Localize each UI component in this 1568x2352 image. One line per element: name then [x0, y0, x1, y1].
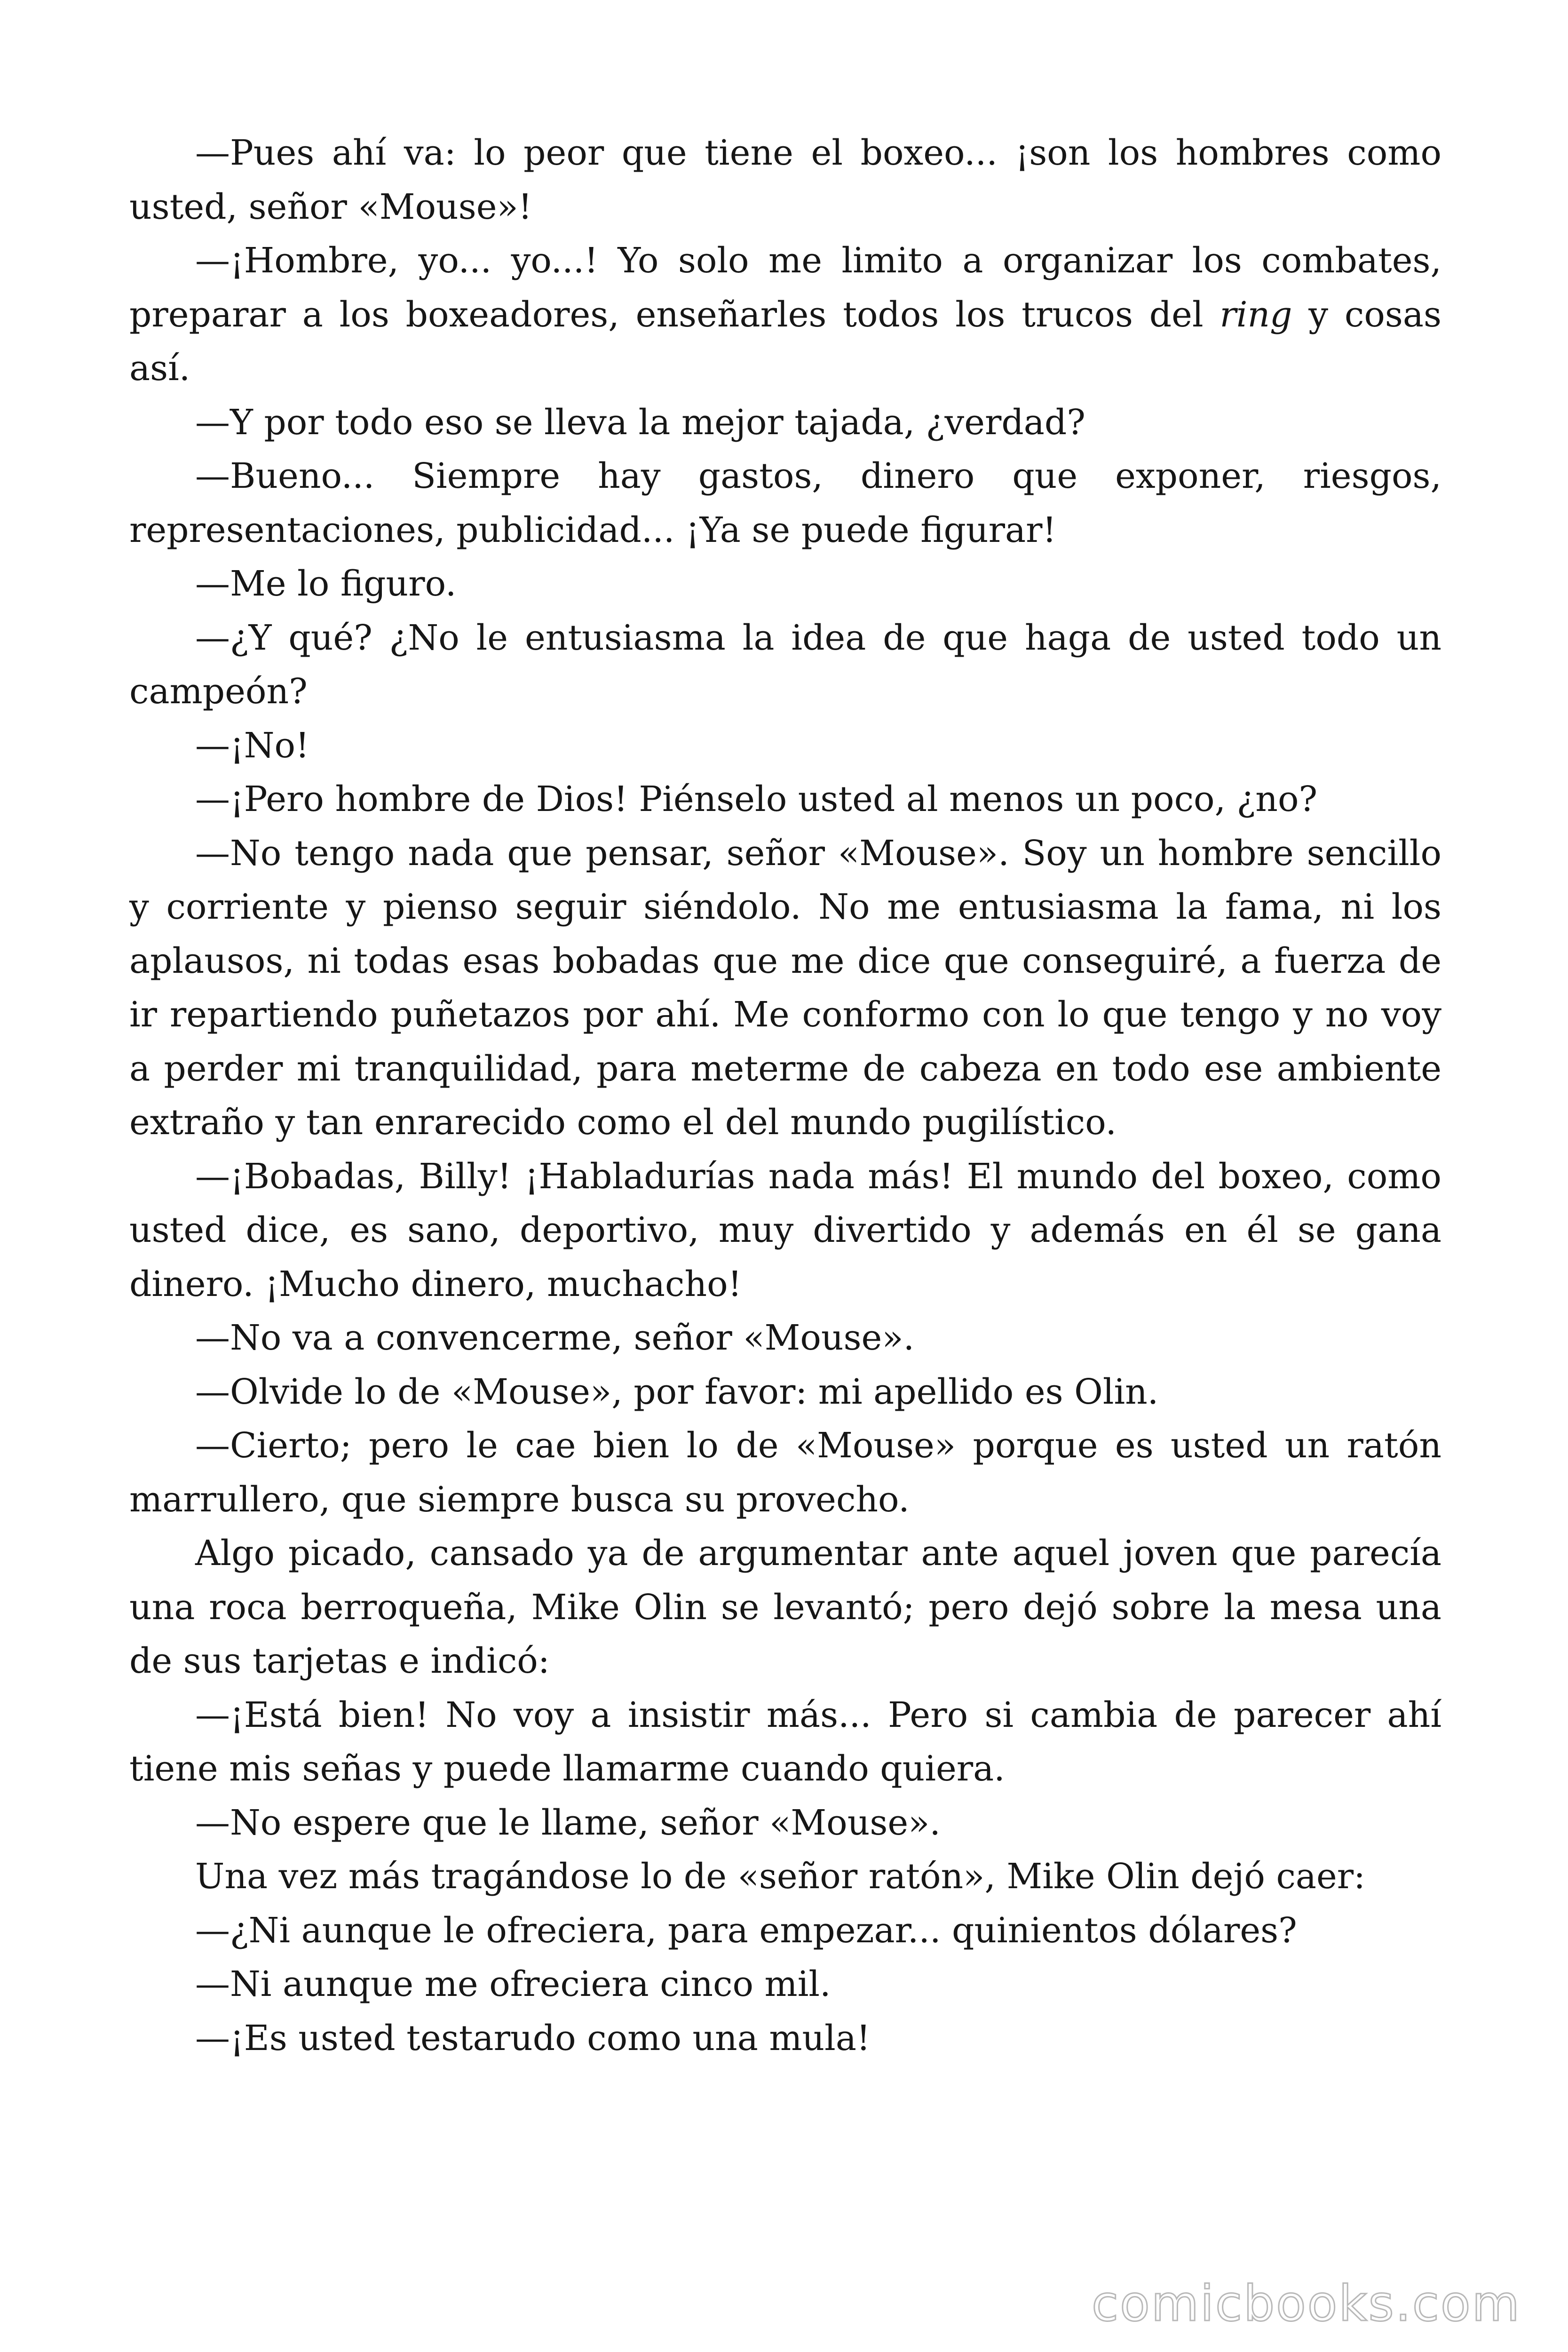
page-text	[129, 126, 1441, 2065]
paragraph-16: —No espere que le llame, señor «Mouse».	[195, 1802, 941, 1843]
paragraph-1: —Pues ahí va: lo peor que tiene el boxeo... ¡son los hombres como usted, señor «Mouse»!	[129, 133, 1441, 227]
paragraph-14: Algo picado, cansado ya de argumentar ante aquel joven que parecía una roca berroqueña, Mike Olin se levantó; pero dejó sobre la mesa una de sus tarjetas e indicó:	[129, 1533, 1441, 1681]
paragraph-5: —Me lo figuro.	[195, 564, 457, 604]
paragraph-8: —¡Pero hombre de Dios! Piénselo usted al menos un poco, ¿no?	[195, 779, 1318, 819]
paragraph-19: —Ni aunque me ofreciera cinco mil.	[195, 1964, 831, 2004]
paragraph-12: —Olvide lo de «Mouse», por favor: mi apellido es Olin.	[195, 1371, 1159, 1412]
paragraph-6: —¿Y qué? ¿No le entusiasma la idea de que haga de usted todo un campeón?	[129, 617, 1441, 712]
paragraph-15: —¡Está bien! No voy a insistir más... Pero si cambia de parecer ahí tiene mis señas y puede llamarme cuando quiera.	[129, 1694, 1441, 1789]
paragraph-17: Una vez más tragándose lo de «señor ratón», Mike Olin dejó caer:	[195, 1856, 1366, 1897]
paragraph-7: —¡No!	[195, 725, 309, 766]
paragraph-10: —¡Bobadas, Billy! ¡Habladurías nada más! El mundo del boxeo, como usted dice, es sano, deportivo, muy divertido y además en él se gana dinero. ¡Mucho dinero, muchacho!	[129, 1156, 1441, 1304]
paragraph-3: —Y por todo eso se lleva la mejor tajada, ¿verdad?	[195, 402, 1085, 443]
paragraph-20: —¡Es usted testarudo como una mula!	[195, 2018, 871, 2058]
watermark-logo: comicbooks.com	[1091, 2275, 1521, 2332]
paragraph-2-text: —¡Hombre, yo... yo...! Yo solo me limito a organizar los combates, preparar a los boxeadores, enseñarles todos los trucos del	[129, 240, 1441, 335]
paragraph-18: —¿Ni aunque le ofreciera, para empezar... quinientos dólares?	[195, 1910, 1297, 1951]
paragraph-4: —Bueno... Siempre hay gastos, dinero que exponer, riesgos, representaciones, publicidad... ¡Ya se puede figurar!	[129, 456, 1441, 550]
italic-word-ring: ring	[1220, 294, 1292, 335]
paragraph-9: —No tengo nada que pensar, señor «Mouse». Soy un hombre sencillo y corriente y pienso seguir siéndolo. No me entusiasma la fama, ni los aplausos, ni todas esas bobadas que me dice que conseguiré, a fuerza de ir repartiendo puñetazos por ahí. Me conformo con lo que tengo y no voy a perder mi tranquilidad, para meterme de cabeza en todo ese ambiente extraño y tan enrarecido como el del mundo pugilístico.	[129, 833, 1441, 1143]
paragraph-2	[129, 234, 1441, 396]
paragraph-11: —No va a convencerme, señor «Mouse».	[195, 1318, 915, 1358]
paragraph-13: —Cierto; pero le cae bien lo de «Mouse» porque es usted un ratón marrullero, que siempre busca su provecho.	[129, 1425, 1441, 1520]
paragraph-2-tail: y cosas así.	[129, 294, 1441, 389]
